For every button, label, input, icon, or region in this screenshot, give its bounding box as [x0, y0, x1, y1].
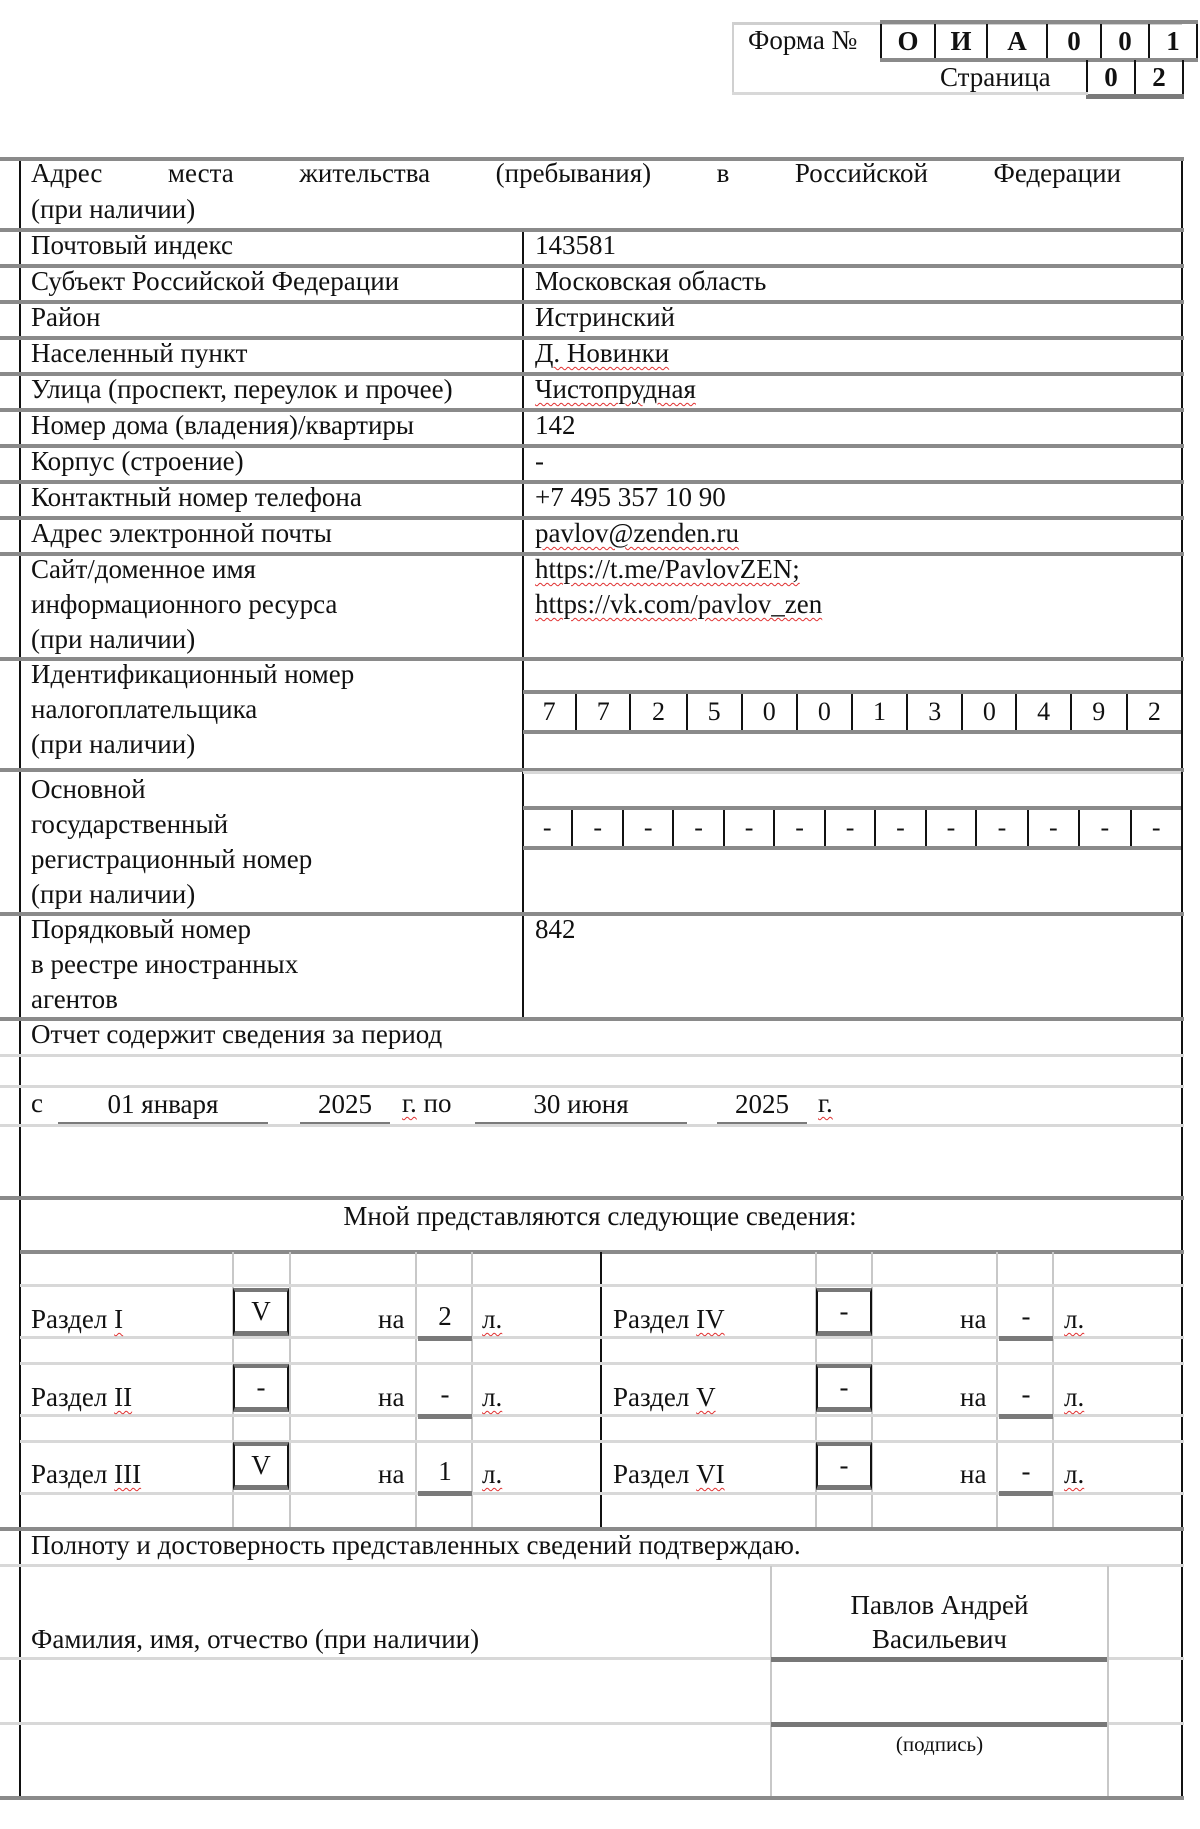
- registry-number[interactable]: 842: [535, 914, 576, 944]
- inn-digit: 3: [906, 694, 961, 730]
- section-checkbox[interactable]: V: [233, 1442, 289, 1490]
- ogrn-digit: -: [571, 810, 621, 846]
- sections-title: Мной представляются следующие сведения:: [343, 1201, 857, 1231]
- ogrn-digits[interactable]: [523, 806, 1181, 850]
- page-number-char: 2: [1134, 60, 1184, 94]
- field-value[interactable]: Истринский: [535, 302, 676, 332]
- signature-caption: (подпись): [895, 1732, 984, 1756]
- field-label: (при наличии): [31, 624, 196, 654]
- on-label: на: [960, 1459, 987, 1489]
- section-pages[interactable]: -: [999, 1374, 1053, 1419]
- inn-digit: 0: [961, 694, 1015, 730]
- address-title-note: (при наличии): [31, 194, 196, 224]
- form-code-char: 0: [1046, 24, 1100, 58]
- address-title-word: Российской: [794, 158, 928, 188]
- field-label: налогоплательщика: [31, 694, 258, 724]
- period-to-date[interactable]: 30 июня: [475, 1086, 687, 1127]
- inn-digit: 5: [686, 694, 741, 730]
- section-label: Раздел I: [31, 1304, 124, 1334]
- period-from-prefix: с: [31, 1088, 43, 1118]
- field-label: информационного ресурса: [31, 589, 338, 619]
- field-label: Основной: [31, 774, 146, 804]
- inn-digit: 4: [1015, 694, 1069, 730]
- form-code-char: И: [934, 24, 986, 58]
- section-label: Раздел VI: [613, 1459, 725, 1489]
- sheets-label: л.: [482, 1459, 503, 1489]
- inn-digits[interactable]: [523, 690, 1181, 734]
- label-column-divider: [522, 228, 524, 1018]
- on-label: на: [378, 1304, 405, 1334]
- page-label: Страница: [940, 62, 1051, 92]
- field-label: Сайт/доменное имя: [31, 554, 256, 584]
- form-code-char: А: [986, 24, 1046, 58]
- inn-digit: 2: [1126, 694, 1181, 730]
- ogrn-digit: -: [542, 813, 552, 842]
- form-number-box: [732, 22, 1182, 94]
- section-label: Раздел II: [31, 1382, 133, 1412]
- ogrn-digit: -: [773, 810, 823, 846]
- section-label: Раздел III: [31, 1459, 142, 1489]
- section-checkbox[interactable]: -: [233, 1364, 289, 1412]
- field-value[interactable]: Чистопрудная: [535, 374, 696, 404]
- ogrn-digit: -: [622, 810, 672, 846]
- fio-value[interactable]: Павлов Андрей: [850, 1590, 1029, 1620]
- field-label: Населенный пункт: [31, 338, 248, 368]
- inn-digit: 7: [542, 697, 556, 726]
- section-pages[interactable]: 1: [418, 1451, 472, 1496]
- page-number: [1086, 60, 1184, 99]
- field-value[interactable]: -: [535, 446, 544, 476]
- field-label: (при наличии): [31, 879, 196, 909]
- field-label: (при наличии): [31, 729, 196, 759]
- section-checkbox[interactable]: -: [816, 1288, 872, 1336]
- section-label: Раздел IV: [613, 1304, 725, 1334]
- form-label: Форма №: [748, 25, 858, 55]
- on-label: на: [378, 1459, 405, 1489]
- section-label: Раздел V: [613, 1382, 716, 1412]
- form-code: [880, 20, 1198, 62]
- inn-digit: 2: [629, 694, 685, 730]
- field-label: в реестре иностранных: [31, 949, 299, 979]
- period-from-date[interactable]: 01 января: [58, 1086, 268, 1127]
- form-code-char: 0: [1100, 24, 1148, 58]
- sections-divider: [600, 1252, 602, 1528]
- ogrn-digit: -: [824, 810, 874, 846]
- on-label: на: [960, 1382, 987, 1412]
- signature-field[interactable]: [772, 1662, 1107, 1721]
- inn-digit: 7: [575, 694, 629, 730]
- ogrn-digit: -: [672, 810, 722, 846]
- ogrn-digit: -: [1027, 810, 1078, 846]
- address-title-word: (пребывания): [495, 158, 652, 188]
- inn-digit: 0: [796, 694, 851, 730]
- ogrn-digit: -: [874, 810, 924, 846]
- fio-label: Фамилия, имя, отчество (при наличии): [31, 1624, 480, 1654]
- period-from-year[interactable]: 2025: [300, 1086, 390, 1127]
- sheets-label: л.: [482, 1382, 503, 1412]
- sheets-label: л.: [1064, 1382, 1085, 1412]
- field-label: Номер дома (владения)/квартиры: [31, 410, 415, 440]
- field-label: регистрационный номер: [31, 844, 313, 874]
- address-title-word: жительства: [299, 158, 431, 188]
- to-word: по: [423, 1088, 452, 1118]
- field-label: государственный: [31, 809, 229, 839]
- address-title-word: в: [716, 158, 730, 188]
- section-checkbox[interactable]: -: [816, 1442, 872, 1490]
- field-label: Почтовый индекс: [31, 230, 233, 260]
- field-label: Субъект Российской Федерации: [31, 266, 400, 296]
- table-left-border: [19, 158, 21, 1798]
- address-title-word: места: [167, 158, 234, 188]
- address-title-word: Федерации: [993, 158, 1121, 188]
- sheets-label: л.: [1064, 1459, 1085, 1489]
- website-link[interactable]: https://vk.com/pavlov_zen: [535, 589, 823, 619]
- section-pages[interactable]: -: [418, 1374, 472, 1419]
- section-pages[interactable]: -: [999, 1296, 1053, 1341]
- field-label: агентов: [31, 984, 118, 1014]
- section-pages[interactable]: -: [999, 1451, 1053, 1496]
- field-label: Район: [31, 302, 101, 332]
- inn-digit: 9: [1070, 694, 1126, 730]
- year-abbrev: г.: [818, 1088, 833, 1118]
- confirmation-statement: Полноту и достоверность представленных сведений подтверждаю.: [31, 1530, 801, 1560]
- fio-value[interactable]: Васильевич: [872, 1624, 1007, 1654]
- field-value[interactable]: 142: [535, 410, 576, 440]
- ogrn-digit: -: [1130, 810, 1181, 846]
- field-value[interactable]: 143581: [535, 230, 616, 260]
- section-pages[interactable]: 2: [418, 1296, 472, 1341]
- ogrn-digit: -: [925, 810, 975, 846]
- sheets-label: л.: [482, 1304, 503, 1334]
- field-value[interactable]: pavlov@zenden.ru: [535, 518, 740, 548]
- on-label: на: [960, 1304, 987, 1334]
- form-code-char: О: [880, 24, 934, 58]
- field-label: Порядковый номер: [31, 914, 251, 944]
- address-title-word: Адрес: [31, 158, 103, 188]
- field-label: Корпус (строение): [31, 446, 244, 476]
- period-mid-label: [402, 1086, 451, 1120]
- ogrn-digit: -: [723, 810, 773, 846]
- inn-digit: 0: [741, 694, 796, 730]
- form-code-char: 1: [1148, 24, 1198, 58]
- field-label: Улица (проспект, переулок и прочее): [31, 374, 453, 404]
- year-abbrev: г.: [402, 1088, 417, 1118]
- period-to-year[interactable]: 2025: [717, 1086, 807, 1127]
- section-checkbox[interactable]: -: [816, 1364, 872, 1412]
- website-link[interactable]: https://t.me/PavlovZEN;: [535, 554, 800, 584]
- on-label: на: [378, 1382, 405, 1412]
- field-value[interactable]: +7 495 357 10 90: [535, 482, 726, 512]
- field-value[interactable]: Д. Новинки: [535, 338, 670, 368]
- field-label: Адрес электронной почты: [31, 518, 332, 548]
- page-number-char: 0: [1086, 60, 1134, 94]
- ogrn-digit: -: [975, 810, 1026, 846]
- section-checkbox[interactable]: V: [233, 1288, 289, 1336]
- field-value[interactable]: Московская область: [535, 266, 767, 296]
- period-title: Отчет содержит сведения за период: [31, 1019, 443, 1049]
- ogrn-digit: -: [1078, 810, 1129, 846]
- inn-digit: 1: [851, 694, 906, 730]
- table-right-border: [1181, 158, 1183, 1798]
- field-label: Идентификационный номер: [31, 659, 355, 689]
- field-label: Контактный номер телефона: [31, 482, 362, 512]
- sheets-label: л.: [1064, 1304, 1085, 1334]
